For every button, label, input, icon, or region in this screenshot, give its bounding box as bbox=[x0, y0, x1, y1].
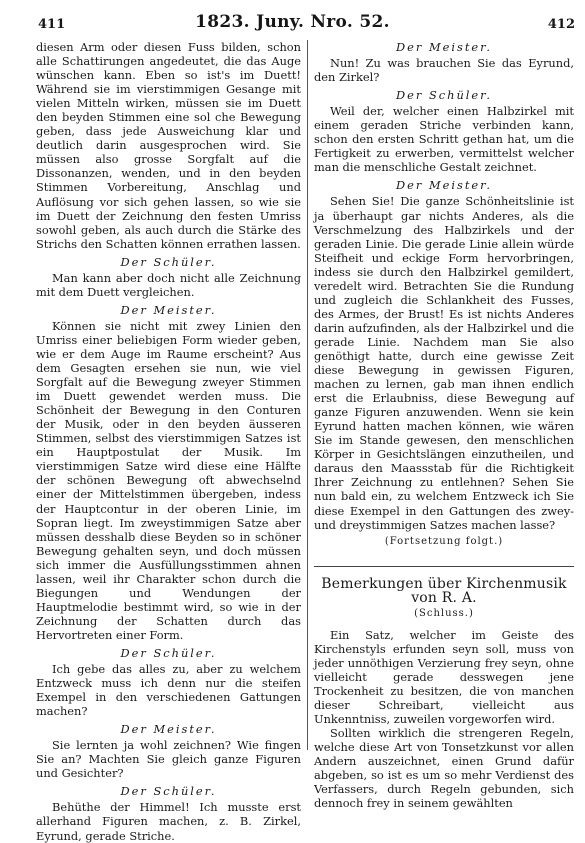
paragraph: Weil der, welcher einen Halbzirkel mit einem geraden Striche verbinden kann, schon den ersten Schritt gethan hat, um die Fertigkeit zu erwerben, vermittelst welcher man die menschliche Gestalt zeichnet. bbox=[314, 104, 574, 175]
speaker-label: Der Schüler. bbox=[120, 784, 217, 799]
speaker-label: Der Meister. bbox=[120, 302, 217, 317]
paragraph: Ein Satz, welcher im Geiste des Kirchenstyls erfunden seyn soll, muss von jeder unnöthigen Verzierung frey seyn, ohne vielleicht gerade desswegen jene Trockenheit zu besitzen, die von manchen dieser Schreibart, vielleicht aus Unkenntniss, zuweilen vorgeworfen wird. bbox=[314, 627, 574, 727]
speaker-label: Der Meister. bbox=[120, 722, 217, 737]
speaker-label: Der Schüler. bbox=[396, 88, 492, 103]
paragraph: Ich gebe das alles zu, aber zu welchem Entzweck muss ich denn nur die steifen Exempel in den verschiedenen Gattungen machen? bbox=[36, 662, 301, 719]
speaker-label: Der Schüler. bbox=[120, 645, 217, 660]
paragraph: diesen Arm oder diesen Fuss bilden, schon alle Schattirungen angedeutet, die das Auge wünschen kann. Eben so ist's im Duett! Während sie im vierstimmigen Gesange mit vielen Mitteln wirken, müssen sie im Duett den beyden Stimmen eine sol che Bewegung geben, dass jede Ausweichung klar und deutlich darin ausgesprochen wird. Sie müssen also grosse Sorgfalt auf die Dissonanzen, wenden, und in den beyden Stimmen Vorbereitung, Anschlag und Auflösung vor sich gehen lassen, so wie sie im Duett der Zeichnung den festen Umriss sowohl geben, als auch durch die Stärke des Strichs den Schatten können errathen lassen. bbox=[36, 40, 301, 251]
paragraph: Behüthe der Himmel! Ich musste erst allerhand Figuren machen, z. B. Zirkel, Eyrund, gerade Striche. bbox=[36, 800, 301, 843]
section-rule bbox=[314, 566, 574, 567]
continuation-note: (Fortsetzung folgt.) bbox=[384, 535, 504, 547]
paragraph: Sie lernten ja wohl zeichnen? Wie fingen Sie an? Machten Sie gleich ganze Figuren und Gesichter? bbox=[36, 738, 301, 781]
left-column bbox=[36, 40, 301, 843]
section-title: Bemerkungen über Kirchenmusik von R. A. bbox=[321, 575, 567, 606]
section-subtitle: (Schluss.) bbox=[414, 607, 474, 619]
paragraph: Nun! Zu was brauchen Sie das Eyrund, den Zirkel? bbox=[314, 56, 574, 85]
page-number-left: 411 bbox=[38, 17, 66, 32]
running-title: 1823. Juny. Nro. 52. bbox=[195, 12, 390, 32]
paragraph: Sollten wirklich die strengeren Regeln, welche diese Art von Tonsetzkunst vor allen Andern auszeichnet, einen Grund dafür abgeben, so ist es um so mehr Verdienst des Verfassers, durch Regeln gebunden, sich dennoch frey in seinem gewählten bbox=[314, 726, 574, 811]
speaker-label: Der Meister. bbox=[396, 178, 492, 193]
column-divider bbox=[307, 40, 308, 750]
paragraph: Sehen Sie! Die ganze Schönheitslinie ist ja überhaupt gar nichts Anderes, als die Verschmelzung des Halbzirkels und der geraden Linie. Die gerade Linie allein würde Steifheit und eckige Form hervorbringen, indess sie durch den Halbzirkel gemildert, veredelt wird. Betrachten Sie die Rundung und zugleich die Schlankheit des Fusses, des Armes, der Brust! Es ist nichts Anderes darin aufzufinden, als der Halbzirkel und die gerade Linie. Nachdem man Sie also genöthigt hatte, durch eine gewisse Zeit diese Bewegung in gewissen Figuren, machen zu lernen, gab man ihnen endlich erst die Erlaubniss, diese Bewegung auf ganze Figuren anzuwenden. Wenn sie kein Eyrund hatten machen können, wie wären Sie im Stande gewesen, den menschlichen Körper in Gesichtslängen einzutheilen, und daraus den Maassstab für die Richtigkeit Ihrer Zeichnung zu entlehnen? Sehen Sie nun bald ein, zu welchem Entzweck ich Sie diese Exempel in den Gattungen des zwey- und dreystimmigen Satzes machen lasse? bbox=[314, 194, 574, 532]
paragraph: Können sie nicht mit zwey Linien den Umriss einer beliebigen Form wieder geben, wie er dem Auge im Raume erscheint? Aus dem Gesagten ersehen sie nun, wie viel Sorgfalt auf die Bewegung zweyer Stimmen im Duett gewendet werden muss. Die Schönheit der Bewegung in den Conturen der Musik, oder in den beyden äusseren Stimmen, selbst des vierstimmigen Satzes ist ein Hauptpostulat der Musik. Im vierstimmigen Satze wird diese eine Hälfte der schönen Bewegung oft abwechselnd einer der Mittelstimmen übergeben, indess der Hauptcontur in der oberen Linie, im Sopran liegt. Im zweystimmigen Satze aber müssen desshalb diese Beyden so in schöner Bewegung gehalten seyn, und doch müssen sich immer die Ausfüllungsstimmen ahnen lassen, weil ihr Charakter schon durch die Biegungen und Wendungen der Hauptmelodie bestimmt wird, so wie in der Zeichnung der Schatten durch das Hervortreten einer Form. bbox=[36, 318, 301, 642]
speaker-label: Der Schüler. bbox=[120, 254, 217, 269]
paragraph: Man kann aber doch nicht alle Zeichnung mit dem Duett vergleichen. bbox=[36, 270, 301, 299]
page-header bbox=[0, 4, 585, 38]
right-column bbox=[314, 40, 574, 810]
page-number-right: 412 bbox=[547, 17, 575, 32]
speaker-label: Der Meister. bbox=[396, 40, 492, 54]
